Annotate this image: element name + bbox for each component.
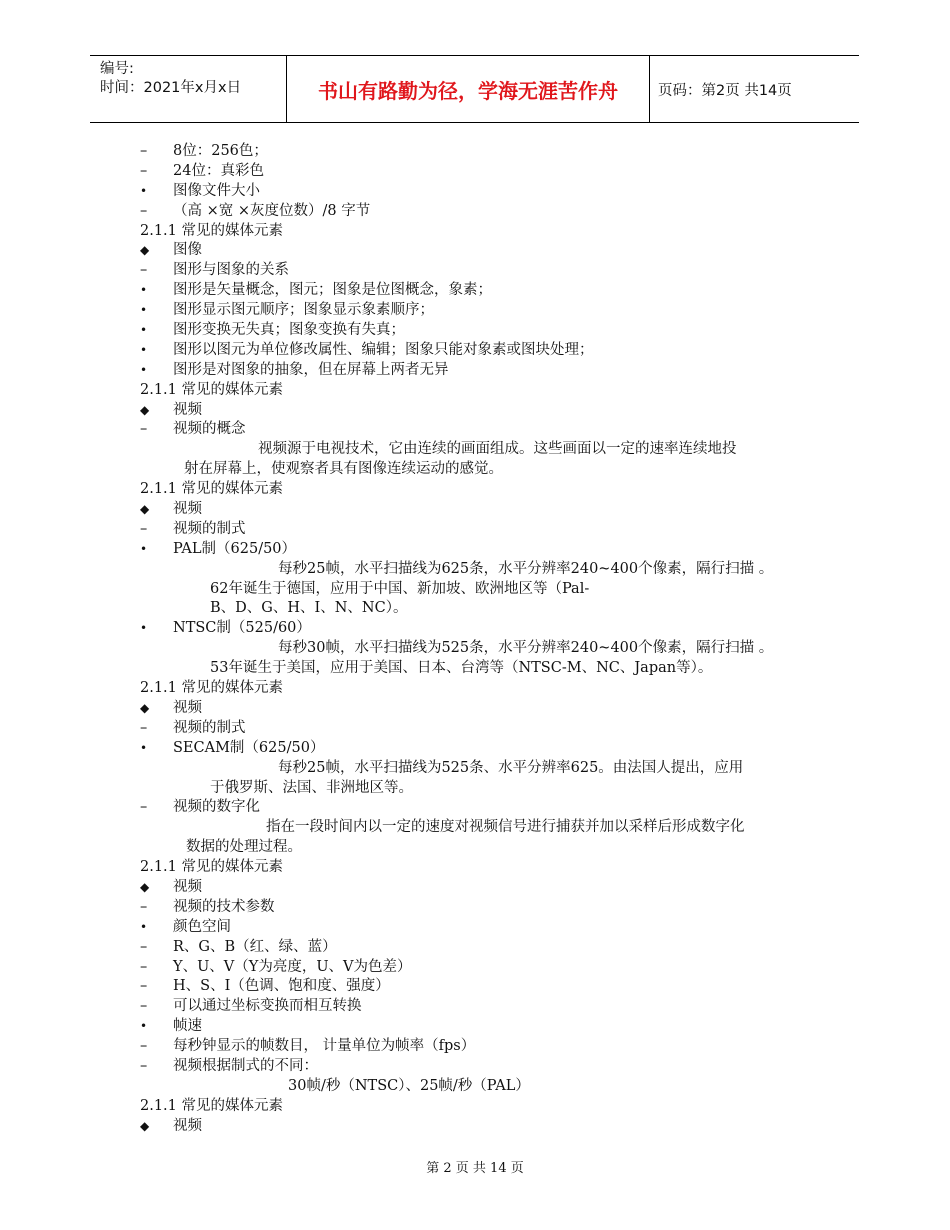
diamond-bullet-icon [140,401,173,421]
line-text: 图形是矢量概念，图元；图象是位图概念，象素； [173,282,492,299]
text-line [140,818,840,838]
line-text: 2.1.1 常见的媒体元素 [140,222,284,239]
text-line [140,241,840,261]
line-text: 视频的概念 [173,421,246,438]
dot-bullet-icon [140,361,173,381]
text-line [140,500,840,520]
document-body [140,142,840,1137]
text-line [140,798,840,818]
header-motto: 书山有路勤为径，学海无涯苦作舟 [286,56,650,122]
text-line [140,1097,840,1117]
text-line [140,560,840,580]
line-text: 视频根据制式的不同： [173,1057,318,1074]
dash-bullet-icon [140,997,173,1017]
line-text: 图形显示图元顺序；图象显示象素顺序； [173,302,434,319]
text-line [140,440,840,460]
text-line [140,540,840,560]
dot-bullet-icon [140,918,173,938]
text-line [140,162,840,182]
dot-bullet-icon [140,540,173,560]
text-line [140,739,840,759]
line-text: 图形与图象的关系 [173,262,289,279]
line-text: 视频 [173,699,202,716]
text-line [140,261,840,281]
line-text: 8位：256色； [173,143,268,159]
text-line [140,580,840,600]
page-footer: 第 2 页 共 14 页 [426,1161,524,1176]
line-text: （高 ×宽 ×灰度位数）/8 字节 [173,202,371,219]
line-text: PAL制（625/50） [173,540,297,557]
text-line [140,918,840,938]
line-text: 2.1.1 常见的媒体元素 [140,680,284,697]
diamond-bullet-icon [140,500,173,520]
line-text: NTSC制（525/60） [173,620,311,637]
text-line [140,1057,840,1077]
line-text: 2.1.1 常见的媒体元素 [140,381,284,398]
text-line [140,480,840,500]
text-line [140,520,840,540]
text-line [140,460,840,480]
line-text: Y、U、V（Y为亮度，U、V为色差） [173,958,412,975]
line-text: 可以通过坐标变换而相互转换 [173,998,362,1015]
text-line [140,420,840,440]
dot-bullet-icon [140,739,173,759]
line-text: 图形以图元为单位修改属性、编辑；图象只能对象素或图块处理； [173,341,594,358]
text-line [140,281,840,301]
line-text: 62年诞生于德国，应用于中国、新加坡、欧洲地区等（Pal- [210,580,590,597]
text-line [140,958,840,978]
text-line [140,659,840,679]
header-page-info: 页码：第2页 共14页 [658,82,792,99]
text-line [140,858,840,878]
dash-bullet-icon [140,719,173,739]
line-text: 视频的制式 [173,719,246,736]
line-text: 每秒钟显示的帧数目， 计量单位为帧率（fps） [173,1038,476,1055]
dot-bullet-icon [140,301,173,321]
line-text: 图像文件大小 [173,182,260,199]
dot-bullet-icon [140,619,173,639]
text-line [140,779,840,799]
text-line [140,401,840,421]
line-text: 图形是对图象的抽象，但在屏幕上两者无异 [173,361,449,378]
text-line [140,938,840,958]
text-line [140,1037,840,1057]
line-text: 视频 [173,1117,202,1134]
text-line [140,699,840,719]
line-text: 视频的技术参数 [173,898,275,915]
dash-bullet-icon [140,798,173,818]
line-text: R、G、B（红、绿、蓝） [173,938,337,955]
line-text: 2.1.1 常见的媒体元素 [140,481,284,498]
code-label: 编号: [100,61,134,77]
text-line [140,679,840,699]
dash-bullet-icon [140,261,173,281]
line-text: 帧速 [173,1018,202,1035]
text-line [140,142,840,162]
dot-bullet-icon [140,341,173,361]
dash-bullet-icon [140,1057,173,1077]
dash-bullet-icon [140,977,173,997]
line-text: 2.1.1 常见的媒体元素 [140,859,284,876]
text-line [140,381,840,401]
line-text: 视频 [173,401,202,418]
text-line [140,997,840,1017]
header-left [100,60,241,98]
dash-bullet-icon [140,958,173,978]
text-line [140,301,840,321]
text-line [140,838,840,858]
diamond-bullet-icon [140,1117,173,1137]
line-text: 图形变换无失真；图象变换有失真； [173,322,405,339]
text-line [140,759,840,779]
diamond-bullet-icon [140,699,173,719]
diamond-bullet-icon [140,878,173,898]
line-text: 视频的数字化 [173,799,260,816]
text-line [140,639,840,659]
line-text: 24位：真彩色 [173,162,264,179]
line-text: 53年诞生于美国，应用于美国、日本、台湾等（NTSC-M、NC、Japan等）。 [210,660,713,677]
text-line [140,719,840,739]
text-line [140,182,840,202]
text-line [140,878,840,898]
diamond-bullet-icon [140,241,173,261]
line-text: 2.1.1 常见的媒体元素 [140,1097,284,1114]
line-text: 视频 [173,501,202,518]
line-text: 视频源于电视技术，它由连续的画面组成。这些画面以一定的速率连续地投 [258,441,737,458]
line-text: 颜色空间 [173,918,231,935]
dash-bullet-icon [140,520,173,540]
dash-bullet-icon [140,1037,173,1057]
line-text: 指在一段时间内以一定的速度对视频信号进行捕获并加以采样后形成数字化 [266,819,745,836]
dash-bullet-icon [140,938,173,958]
dash-bullet-icon [140,142,173,162]
line-text: 射在屏幕上，使观察者具有图像连续运动的感觉。 [184,461,503,478]
dot-bullet-icon [140,281,173,301]
page-header [90,55,859,123]
text-line [140,619,840,639]
line-text: 于俄罗斯、法国、非洲地区等。 [210,779,413,796]
dot-bullet-icon [140,321,173,341]
line-text: 图像 [173,242,202,259]
text-line [140,1017,840,1037]
text-line [140,977,840,997]
line-text: 30帧/秒（NTSC）、25帧/秒（PAL） [288,1077,530,1094]
text-line [140,1077,840,1097]
line-text: 每秒30帧，水平扫描线为525条，水平分辨率240~400个像素，隔行扫描 。 [278,640,774,657]
text-line [140,1117,840,1137]
line-text: B、D、G、H、I、N、NC）。 [210,600,408,617]
line-text: 数据的处理过程。 [186,839,302,856]
text-line [140,599,840,619]
dash-bullet-icon [140,162,173,182]
text-line [140,898,840,918]
text-line [140,361,840,381]
line-text: H、S、I（色调、饱和度、强度） [173,978,390,995]
dot-bullet-icon [140,182,173,202]
dash-bullet-icon [140,420,173,440]
text-line [140,202,840,222]
dot-bullet-icon [140,1017,173,1037]
text-line [140,222,840,242]
time-label: 时间：2021年x月x日 [100,80,242,96]
line-text: 每秒25帧，水平扫描线为525条、水平分辨率625。由法国人提出，应用 [278,759,744,776]
text-line [140,321,840,341]
line-text: SECAM制（625/50） [173,739,325,756]
line-text: 每秒25帧，水平扫描线为625条，水平分辨率240~400个像素，隔行扫描 。 [278,560,774,577]
dash-bullet-icon [140,202,173,222]
text-line [140,341,840,361]
line-text: 视频 [173,878,202,895]
line-text: 视频的制式 [173,520,246,537]
dash-bullet-icon [140,898,173,918]
